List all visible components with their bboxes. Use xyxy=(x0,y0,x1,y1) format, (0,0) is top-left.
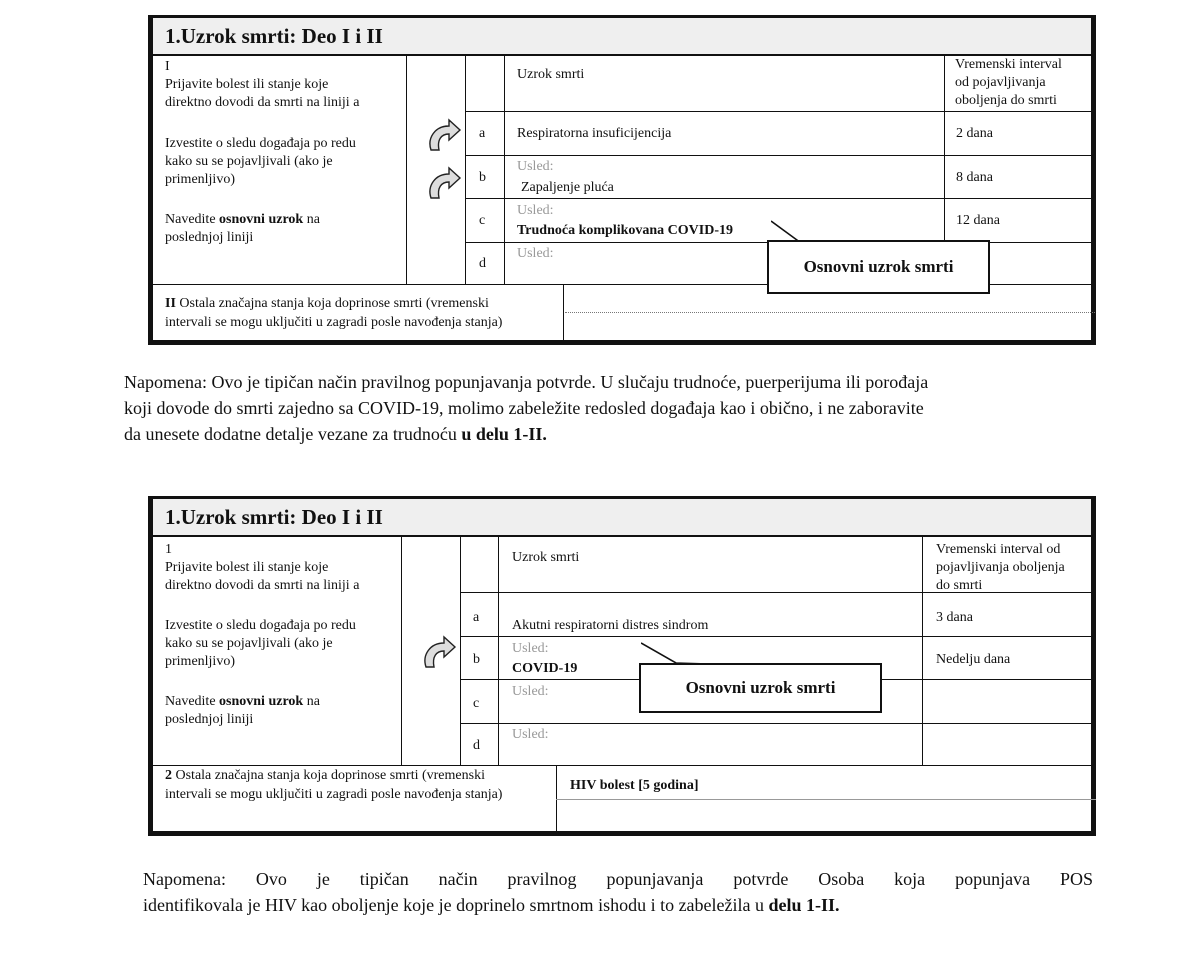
form-title: 1.Uzrok smrti: Deo I i II xyxy=(165,505,383,529)
usled-prefix: Usled: xyxy=(512,641,549,656)
note-2 xyxy=(143,866,1093,918)
note-line: koji dovode do smrti zajedno sa COVID-19, molimo zabeležite redosled događaja kao i obično, i ne zaboravite xyxy=(124,398,924,418)
note-line: identifikovala je HIV kao oboljenje koje je doprinelo smrtnom ishodu i to zabeležila u delu 1-II. xyxy=(143,895,840,915)
instruction-line: poslednjoj liniji xyxy=(165,230,254,245)
usled-prefix: Usled: xyxy=(517,246,554,261)
usled-prefix: Usled: xyxy=(512,684,549,699)
row-letter: d xyxy=(479,256,486,271)
instruction-line: kako su se pojavljivali (ako je xyxy=(165,154,333,169)
part1-label: I xyxy=(165,59,170,74)
column-header-cause: Uzrok smrti xyxy=(517,67,585,82)
cause-value: Akutni respiratorni distres sindrom xyxy=(512,618,709,633)
instruction-underlying-cause: Navedite osnovni uzrok na xyxy=(165,212,320,227)
interval-value: 3 dana xyxy=(936,610,973,625)
part1-label: 1 xyxy=(165,542,172,557)
row-letter: c xyxy=(473,696,480,711)
instruction-line: kako su se pojavljivali (ako je xyxy=(165,636,333,651)
interval-value: 8 dana xyxy=(956,170,993,185)
instruction-line: primenljivo) xyxy=(165,172,235,187)
part2-label: intervali se mogu uključiti u zagradi posle navođenja stanja) xyxy=(165,315,503,330)
column-header-interval: pojavljivanja oboljenja xyxy=(936,560,1065,575)
contributing-condition-value: HIV bolest [5 godina] xyxy=(570,778,699,793)
column-header-cause: Uzrok smrti xyxy=(512,550,580,565)
part2-label: 2 Ostala značajna stanja koja doprinose smrti (vremenski xyxy=(165,768,485,783)
underlying-cause-callout: Osnovni uzrok smrti xyxy=(767,240,990,294)
note-1 xyxy=(124,369,1094,447)
curved-arrow-icon xyxy=(425,164,463,200)
note-line: Napomena: Ovo je tipičan način pravilnog popunjavanja potvrde Osoba koja popunjava POS xyxy=(143,869,1093,889)
usled-prefix: Usled: xyxy=(517,203,554,218)
instruction-underlying-cause: Navedite osnovni uzrok na xyxy=(165,694,320,709)
instruction-line: Prijavite bolest ili stanje koje xyxy=(165,560,329,575)
instruction-line: Izvestite o sledu događaja po redu xyxy=(165,618,356,633)
instruction-line: direktno dovodi da smrti na liniji a xyxy=(165,578,360,593)
column-header-interval: od pojavljivanja xyxy=(955,75,1046,90)
note-line: da unesete dodatne detalje vezane za trudnoću u delu 1-II. xyxy=(124,424,547,444)
interval-value: 2 dana xyxy=(956,126,993,141)
usled-prefix: Usled: xyxy=(517,159,554,174)
curved-arrow-icon xyxy=(425,116,463,152)
instruction-line: Izvestite o sledu događaja po redu xyxy=(165,136,356,151)
row-letter: a xyxy=(479,126,486,141)
part2-label: intervali se mogu uključiti u zagradi posle navođenja stanja) xyxy=(165,787,503,802)
part2-label: II Ostala značajna stanja koja doprinose smrti (vremenski xyxy=(165,296,489,311)
curved-arrow-icon xyxy=(420,633,458,669)
cause-of-death-form-1 xyxy=(148,15,1096,345)
instruction-line: primenljivo) xyxy=(165,654,235,669)
instruction-line: poslednjoj liniji xyxy=(165,712,254,727)
form-title: 1.Uzrok smrti: Deo I i II xyxy=(165,24,383,48)
underlying-cause-callout: Osnovni uzrok smrti xyxy=(639,663,882,713)
row-letter: d xyxy=(473,738,480,753)
cause-value: COVID-19 xyxy=(512,661,578,676)
column-header-interval: do smrti xyxy=(936,578,983,593)
interval-value: Nedelju dana xyxy=(936,652,1011,667)
form-header xyxy=(153,18,1091,56)
cause-value: Trudnoća komplikovana COVID-19 xyxy=(517,223,734,238)
cause-of-death-form-2 xyxy=(148,496,1096,836)
row-letter: c xyxy=(479,213,486,228)
form-header xyxy=(153,499,1091,537)
row-letter: b xyxy=(479,170,486,185)
usled-prefix: Usled: xyxy=(512,727,549,742)
column-header-interval: Vremenski interval xyxy=(955,57,1062,72)
note-line: Napomena: Ovo je tipičan način pravilnog popunjavanja potvrde. U slučaju trudnoće, puerperijuma ili porođaja xyxy=(124,372,929,392)
row-letter: b xyxy=(473,652,480,667)
interval-value: 12 dana xyxy=(956,213,1000,228)
column-header-interval: oboljenja do smrti xyxy=(955,93,1057,108)
row-letter: a xyxy=(473,610,480,625)
cause-value: Zapaljenje pluća xyxy=(521,180,614,195)
instruction-line: Prijavite bolest ili stanje koje xyxy=(165,77,329,92)
cause-value: Respiratorna insuficijencija xyxy=(517,126,672,141)
column-header-interval: Vremenski interval od xyxy=(936,542,1061,557)
instruction-line: direktno dovodi da smrti na liniji a xyxy=(165,95,360,110)
